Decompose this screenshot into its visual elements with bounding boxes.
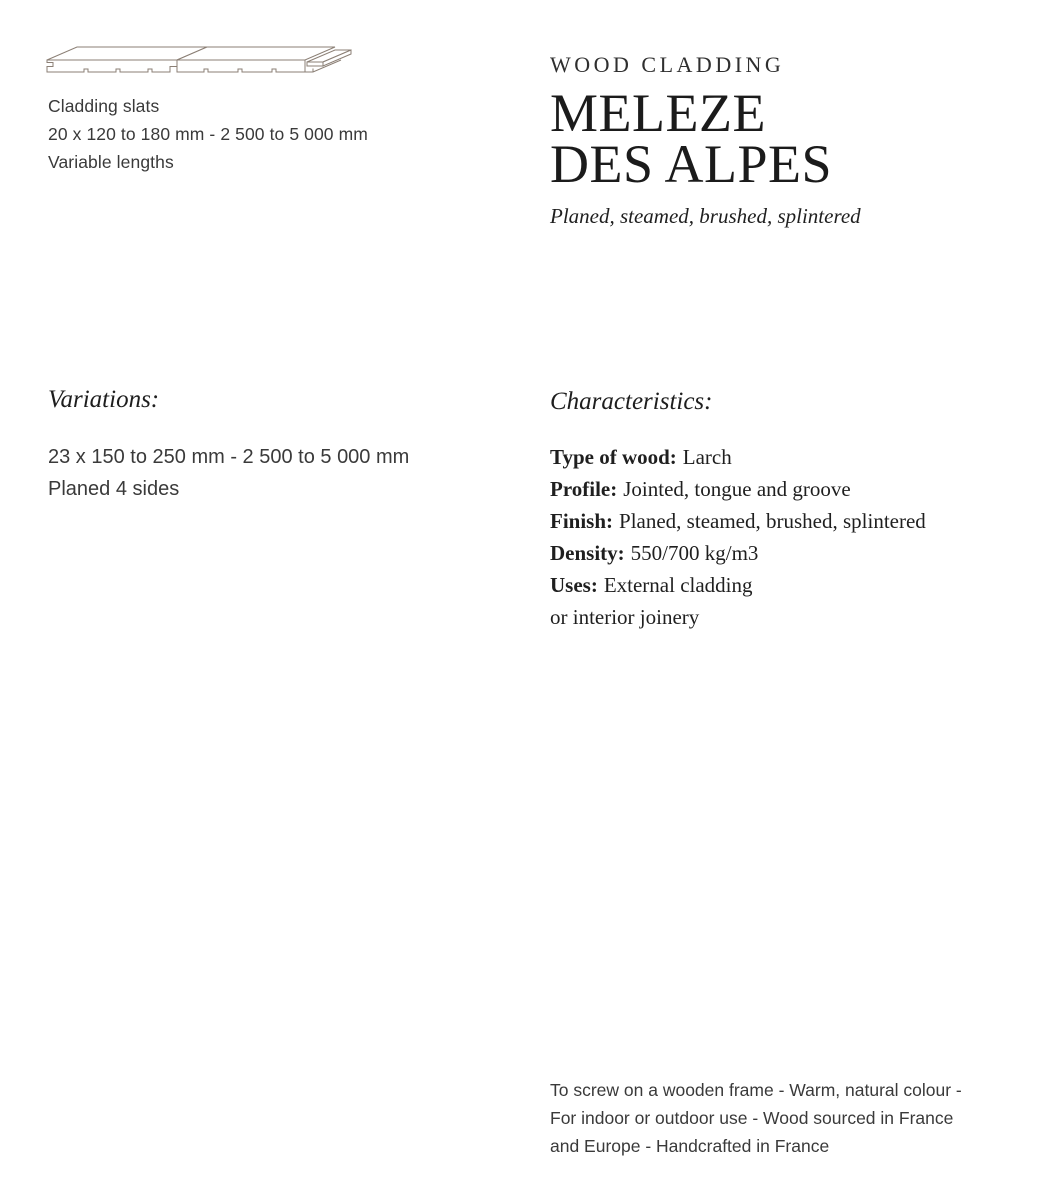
characteristic-value: External cladding: [603, 573, 753, 597]
characteristic-row: [550, 569, 926, 601]
variations-dimensions: 23 x 150 to 250 mm - 2 500 to 5 000 mm: [48, 446, 410, 468]
characteristic-row: [550, 473, 926, 505]
characteristic-label: Density:: [550, 541, 625, 565]
characteristics-section: [550, 388, 926, 633]
characteristic-label: Type of wood:: [550, 445, 677, 469]
category-label: WOOD CLADDING: [550, 52, 785, 77]
characteristic-row: [550, 537, 926, 569]
variations-finish: Planed 4 sides: [48, 478, 180, 500]
characteristic-row: [550, 505, 926, 537]
cladding-slats-diagram-icon: [46, 45, 356, 85]
product-info-block: [48, 92, 368, 176]
variations-body: [48, 441, 409, 505]
characteristic-value: Larch: [682, 445, 732, 469]
product-lengths: Variable lengths: [48, 152, 174, 172]
characteristics-list: [550, 441, 926, 633]
page-header: [550, 52, 861, 229]
characteristics-heading: Characteristics:: [550, 388, 713, 415]
characteristic-row: [550, 601, 926, 633]
characteristic-label: Finish:: [550, 509, 614, 533]
product-name: Cladding slats: [48, 96, 160, 116]
variations-heading: Variations:: [48, 386, 160, 413]
page-title-line2: DES ALPES: [550, 134, 833, 194]
characteristic-row: [550, 441, 926, 473]
characteristic-label: Profile:: [550, 477, 618, 501]
page-title-line1: MELEZE: [550, 83, 766, 143]
footer-note: To screw on a wooden frame - Warm, natural colour - For indoor or outdoor use - Wood sourced in France and Europe - Handcrafted in France: [550, 1080, 962, 1156]
characteristic-value: or interior joinery: [550, 605, 700, 629]
page-subtitle: Planed, steamed, brushed, splintered: [550, 204, 861, 228]
characteristic-label: Uses:: [550, 573, 598, 597]
page-title: [550, 83, 861, 194]
characteristic-value: Planed, steamed, brushed, splintered: [619, 509, 926, 533]
characteristic-value: 550/700 kg/m3: [630, 541, 759, 565]
product-dimensions: 20 x 120 to 180 mm - 2 500 to 5 000 mm: [48, 124, 368, 144]
characteristic-value: Jointed, tongue and groove: [623, 477, 851, 501]
variations-section: [48, 386, 409, 505]
